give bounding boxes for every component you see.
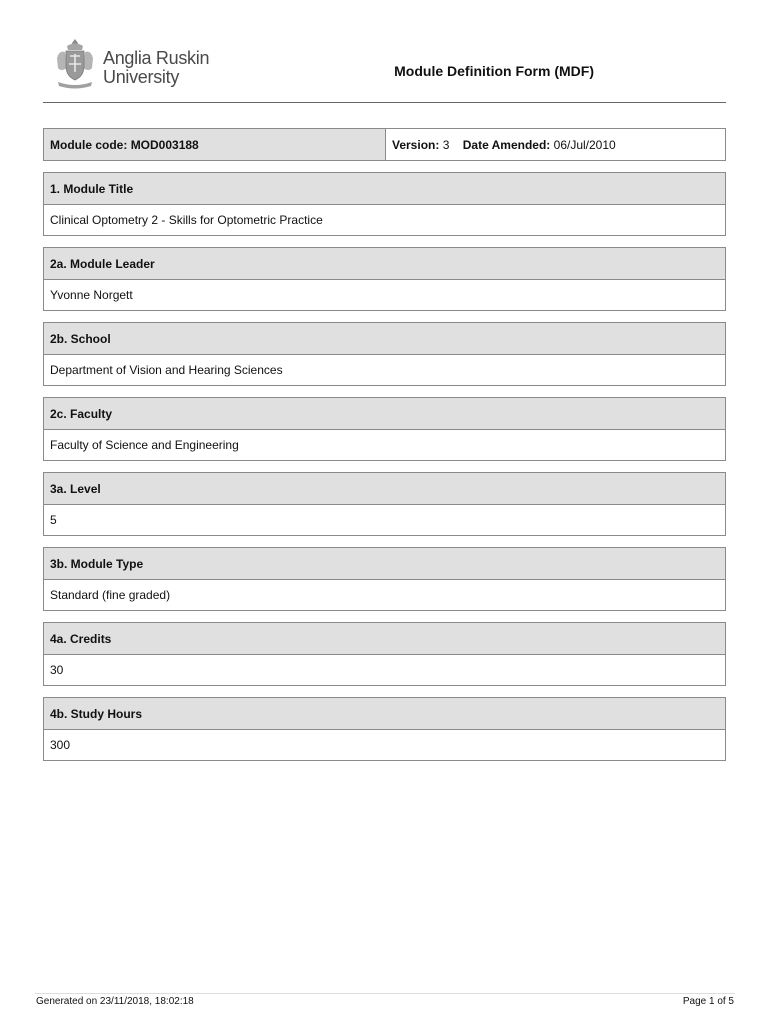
section-study-hours [43,697,726,761]
section-heading-cell [44,173,725,205]
section-school [43,322,726,386]
section-value: Standard (fine graded) [50,588,171,602]
generated-timestamp: Generated on 23/11/2018, 18:02:18 [36,996,194,1007]
university-name-line2: University [103,67,180,87]
module-code-label: Module code: [50,138,128,152]
section-value: 30 [50,663,64,677]
section-module-leader [43,247,726,311]
university-name-line1: Anglia Ruskin [103,48,210,68]
section-credits [43,622,726,686]
section-heading-cell [44,248,725,280]
form-title: Module Definition Form (MDF) [394,63,594,79]
section-heading: 4a. Credits [50,632,112,646]
module-code-cell [44,129,386,160]
section-heading-cell [44,323,725,355]
section-level [43,472,726,536]
section-heading-cell [44,473,725,505]
section-value: Department of Vision and Hearing Sciences [50,363,283,377]
section-heading: 3a. Level [50,482,101,496]
section-heading: 1. Module Title [50,182,134,196]
section-heading: 2b. School [50,332,111,346]
footer-divider [35,993,735,994]
section-value: Yvonne Norgett [50,288,133,302]
date-amended-label: Date Amended: [462,138,551,152]
version-label: Version: [392,138,440,152]
section-faculty [43,397,726,461]
section-heading: 2c. Faculty [50,407,113,421]
module-info-bar [43,128,726,161]
section-heading: 2a. Module Leader [50,257,155,271]
section-module-title [43,172,726,236]
section-module-type [43,547,726,611]
date-amended-value: 06/Jul/2010 [553,138,616,152]
page-number: Page 1 of 5 [682,996,734,1007]
version-date-cell [392,138,616,152]
section-heading-cell [44,698,725,730]
section-value: Faculty of Science and Engineering [50,438,239,452]
section-value: 5 [50,513,57,527]
module-code [50,138,199,152]
university-name [103,49,209,87]
section-value: Clinical Optometry 2 - Skills for Optometric Practice [50,213,323,227]
section-value: 300 [50,738,71,752]
section-heading: 4b. Study Hours [50,707,143,721]
section-heading-cell [44,623,725,655]
page-header [43,36,726,102]
university-logo [55,38,225,90]
section-heading: 3b. Module Type [50,557,144,571]
header-divider [43,102,726,103]
section-heading-cell [44,398,725,430]
section-heading-cell [44,548,725,580]
module-code-value: MOD003188 [130,138,199,152]
version-value: 3 [442,138,450,152]
university-crest-icon [55,38,95,90]
